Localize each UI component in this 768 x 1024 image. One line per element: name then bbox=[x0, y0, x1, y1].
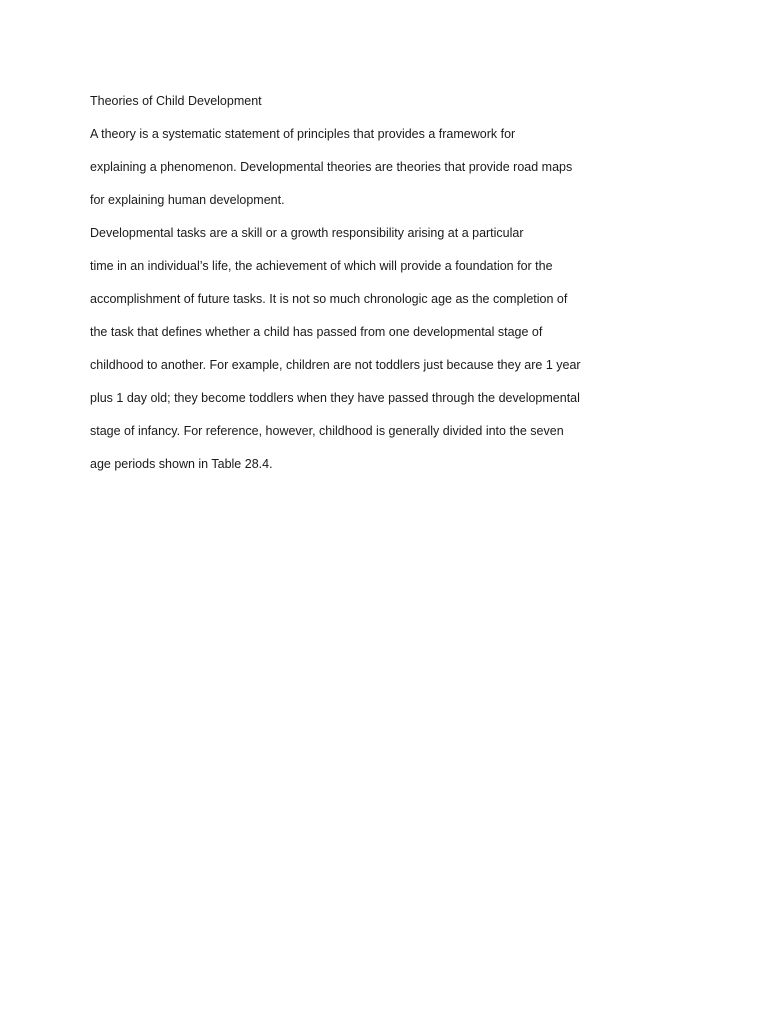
text-line: explaining a phenomenon. Developmental theories are theories that provide road maps bbox=[90, 160, 573, 174]
text-line: age periods shown in Table 28.4. bbox=[90, 457, 273, 471]
text-line: childhood to another. For example, children are not toddlers just because they are 1 year bbox=[90, 358, 581, 372]
text-line: plus 1 day old; they become toddlers when they have passed through the developmental bbox=[90, 391, 580, 405]
document-title: Theories of Child Development bbox=[90, 94, 262, 108]
text-line: stage of infancy. For reference, however, childhood is generally divided into the seven bbox=[90, 424, 564, 438]
text-line: A theory is a systematic statement of principles that provides a framework for bbox=[90, 127, 516, 141]
text-line: the task that defines whether a child has passed from one developmental stage of bbox=[90, 325, 543, 339]
document-body bbox=[90, 90, 650, 486]
paragraph-theory bbox=[90, 123, 650, 222]
text-line: time in an individual’s life, the achievement of which will provide a foundation for the bbox=[90, 259, 553, 273]
text-line: Developmental tasks are a skill or a growth responsibility arising at a particular bbox=[90, 226, 524, 240]
text-line: accomplishment of future tasks. It is not so much chronologic age as the completion of bbox=[90, 292, 568, 306]
paragraph-developmental-tasks bbox=[90, 222, 650, 486]
text-line: for explaining human development. bbox=[90, 193, 285, 207]
